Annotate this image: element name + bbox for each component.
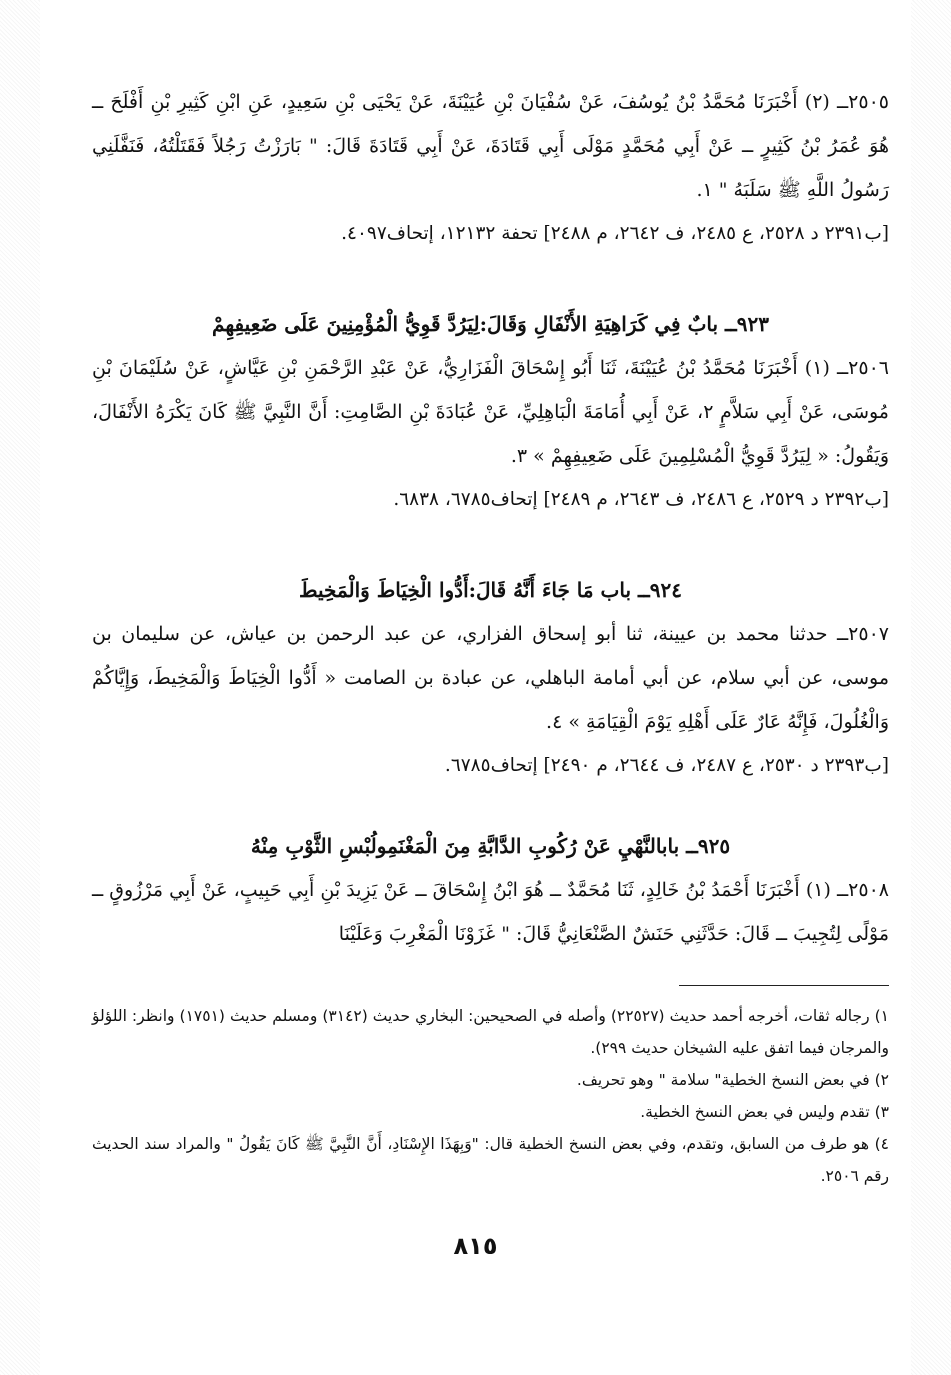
hadith-text: ٢٥٠٧ــ حدثنا محمد بن عيينة، ثنا أبو إسحاق الفزاري، عن عبد الرحمن بن عياش، عن سليمان بن موسى، عن أبي سلام، عن أبي أمامة الباهلي، عن عبادة بن الصامت « أَدُّوا الْخِيَاطَ وَالْمَخِيطَ، وَإِيَّاكُمْ وَالْغُلُولَ، فَإِنَّهُ عَارٌ عَلَى أَهْلِهِ يَوْمَ الْقِيَامَةِ » ٤. [92, 623, 889, 733]
hadith-text: ٢٥٠٦ــ (١) أَخْبَرَنَا مُحَمَّدُ بْنُ عُيَيْنَةَ، ثَنَا أَبُو إِسْحَاقَ الْفَزَارِيُّ، عَنْ عَبْدِ الرَّحْمَنِ بْنِ عَيَّاشٍ، عَنْ سُلَيْمَانَ بْنِ مُوسَى، عَنْ أَبِي سَلاَّمٍ ٢، عَنْ أَبِي أُمَامَةَ الْبَاهِلِيِّ، عَنْ عُبَادَةَ بْنِ الصَّامِتِ: أَنَّ النَّبِيَّ ﷺ كَانَ يَكْرَهُ الأَنْفَالَ، وَيَقُولُ: « لِيَرُدَّ قَوِيُّ الْمُسْلِمِينَ عَلَى ضَعِيفِهِمْ » ٣. [92, 357, 889, 467]
chapter-923 [92, 302, 889, 522]
main-text [92, 80, 889, 956]
footnote-2: ٢) في بعض النسخ الخطية" سلامة " وهو تحريف. [576, 1071, 889, 1089]
footnote-divider [679, 985, 889, 986]
hadith-text: ٢٥٠٨ــ (١) أَخْبَرَنَا أَحْمَدُ بْنُ خَالِدٍ، ثَنَا مُحَمَّدٌ ــ هُوَ ابْنُ إِسْحَاقَ ــ عَنْ يَزِيدَ بْنِ أَبِي حَبِيبٍ، عَنْ أَبِي مَرْزُوقٍ ــ مَوْلًى لِتُجِيبَ ــ قَالَ: حَدَّثَنِي حَنَشٌ الصَّنْعَانِيُّ قَالَ: " غَزَوْنَا الْمَغْرِبَ وَعَلَيْنَا [92, 879, 889, 945]
page-number: ٨١٥ [453, 1232, 498, 1260]
hadith-reference: [ب٢٣٩٣ د ٢٥٣٠، ع ٢٤٨٧، ف ٢٦٤٤، م ٢٤٩٠] إتحاف٦٧٨٥. [444, 755, 889, 776]
chapter-925 [92, 824, 889, 956]
hadith-reference: [ب٢٣٩١ د ٢٥٢٨، ع ٢٤٨٥، ف ٢٦٤٢، م ٢٤٨٨] تحفة ١٢١٣٢، إتحاف٤٠٩٧. [341, 223, 889, 244]
chapter-heading: ٩٢٥ــ بابالنَّهْيِ عَنْ رُكُوبِ الدَّابَّةِ مِنَ الْمَغْنَمِولُبْسِ الثَّوْبِ مِنْهُ [250, 834, 731, 858]
chapter-heading: ٩٢٣ــ بابٌ فِي كَرَاهِيَةِ الأَنْفَالِ وَقَالَ:لِيَرُدَّ قَوِيُّ الْمُؤْمِنِينَ عَلَى ضَعِيفِهِمْ [212, 312, 769, 336]
hadith-entry-2505 [92, 80, 889, 256]
footnote-3: ٣) تقدم وليس في بعض النسخ الخطية. [640, 1103, 889, 1121]
hadith-reference: [ب٢٣٩٢ د ٢٥٢٩، ع ٢٤٨٦، ف ٢٦٤٣، م ٢٤٨٩] إتحاف٦٧٨٥، ٦٨٣٨. [393, 489, 889, 510]
footnotes [92, 1000, 889, 1192]
hadith-text: ٢٥٠٥ــ (٢) أَخْبَرَنَا مُحَمَّدُ بْنُ يُوسُفَ، عَنْ سُفْيَانَ بْنِ عُيَيْنَةَ، عَنْ يَحْيَى بْنِ سَعِيدٍ، عَنِ ابْنِ كَثِيرِ بْنِ أَفْلَحَ ــ هُوَ عُمَرُ بْنُ كَثِيرٍ ــ عَنْ أَبِي مُحَمَّدٍ مَوْلَى أَبِي قَتَادَةَ، عَنْ أَبِي قَتَادَةَ قَالَ: " بَارَزْتُ رَجُلاً فَقَتَلْتُهُ، فَنَفَّلَنِي رَسُولُ اللَّهِ ﷺ سَلَبَهُ " ١. [92, 91, 889, 201]
chapter-924 [92, 568, 889, 788]
footnote-4: ٤) هو طرف من السابق، وتقدم، وفي بعض النسخ الخطية قال: "وَبِهَذَا الإِسْنَادِ، أَنَّ النَّبِيَّ ﷺ كَانَ يَقُولُ " والمراد سند الحديث رقم ٢٥٠٦. [92, 1135, 889, 1185]
chapter-heading: ٩٢٤ــ باب مَا جَاءَ أَنَّهُ قَالَ:أَدُّوا الْخِيَاطَ وَالْمَخِيطَ [299, 578, 682, 602]
footnote-1: ١) رجاله ثقات، أخرجه أحمد حديث (٢٢٥٢٧) وأصله في الصحيحين: البخاري حديث (٣١٤٢) ومسلم حديث (١٧٥١) وانظر: اللؤلؤ والمرجان فيما اتفق عليه الشيخان حديث ٢٩٩). [92, 1007, 889, 1057]
